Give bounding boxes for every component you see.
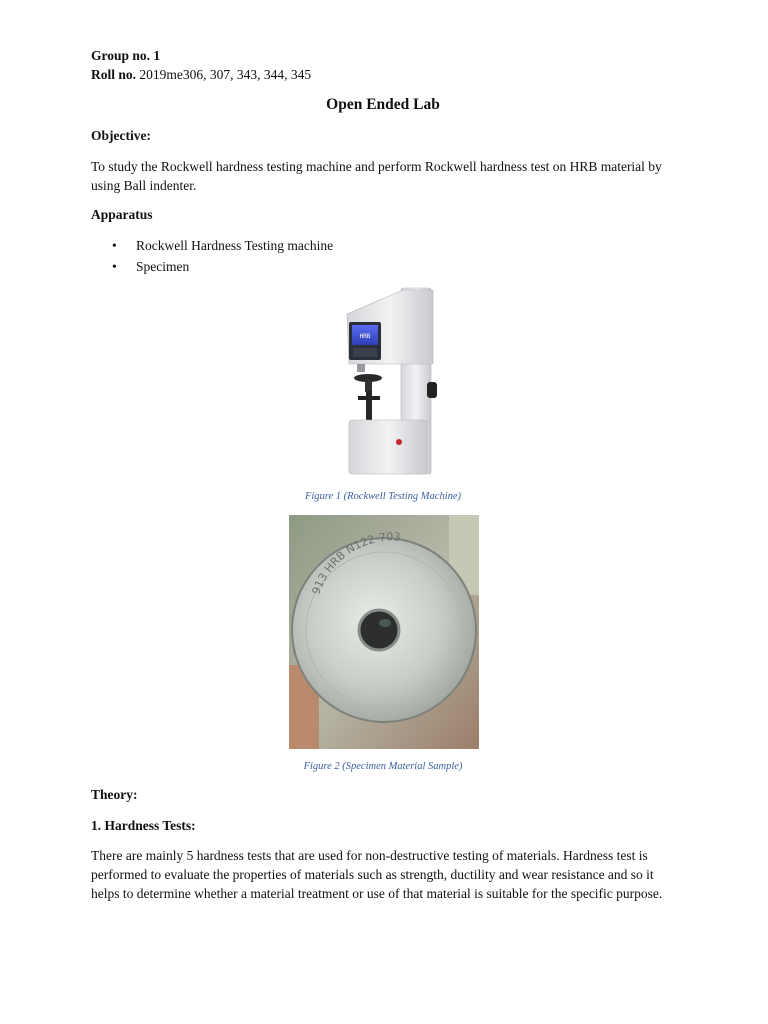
list-item-text: Specimen [136, 259, 190, 274]
list-item-text: Rockwell Hardness Testing machine [136, 238, 334, 253]
figure-1-caption: Figure 1 (Rockwell Testing Machine) [304, 491, 462, 502]
objective-text: To study the Rockwell hardness testing machine and perform Rockwell hardness test on HRB material by using Ball indenter. [91, 159, 662, 193]
list-item [91, 236, 333, 257]
apparatus-list [91, 236, 333, 278]
bullet: • [112, 238, 117, 253]
machine-screen-text: HRB [359, 333, 371, 340]
document-page [91, 0, 691, 1024]
specimen-image [289, 515, 479, 749]
theory-heading: Theory: [91, 787, 138, 802]
page-title: Open Ended Lab [326, 96, 440, 113]
hardness-tests-text: There are mainly 5 hardness tests that are used for non-destructive testing of materials. Hardness test is performed to evaluate the properties of materials such as strength, ductility and wear resistance and so it helps to determine whether a material treatment or use of that material is suitable for the specific purpose. [91, 848, 663, 901]
rockwell-machine-image [341, 286, 441, 478]
roll-value: 2019me306, 307, 343, 344, 345 [139, 67, 312, 82]
figure-2-caption: Figure 2 (Specimen Material Sample) [303, 761, 463, 772]
hardness-tests-heading: 1. Hardness Tests: [91, 818, 196, 833]
roll-label: Roll no. [91, 67, 137, 82]
list-item [91, 257, 333, 278]
apparatus-heading: Apparatus [91, 207, 153, 222]
roll-number [91, 65, 311, 84]
specimen-engraving: 913 HRB N122-703 [309, 530, 401, 597]
bullet: • [112, 259, 117, 274]
group-number: Group no. 1 [91, 48, 161, 63]
objective-heading: Objective: [91, 128, 151, 143]
